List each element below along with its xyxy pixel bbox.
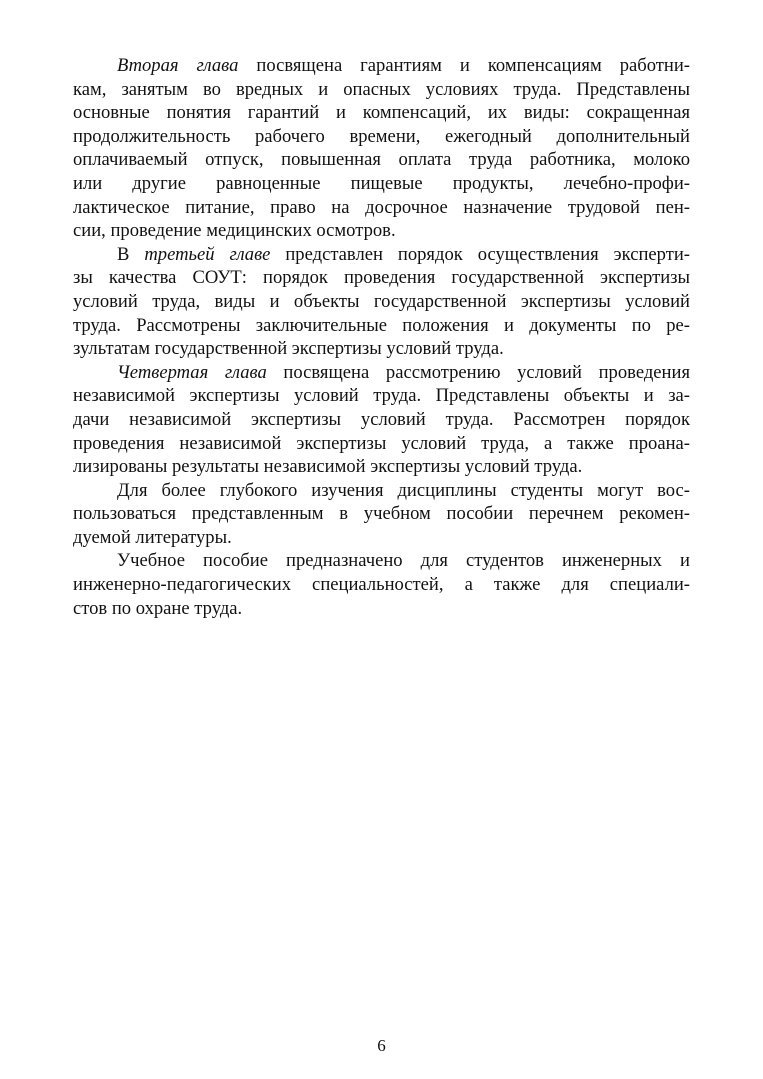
chapter-4-heading-italic: Четвертая глава xyxy=(117,361,267,383)
text-line: лизированы результаты независимой экспертизы условий труда. xyxy=(73,456,583,478)
paragraph-chapter-3 xyxy=(73,243,690,361)
text-line: лактическое питание, право на досрочное назначение трудовой пен- xyxy=(73,196,690,218)
page-number: 6 xyxy=(377,1036,386,1055)
text-line: зультатам государственной экспертизы условий труда. xyxy=(73,338,504,360)
text-line: Учебное пособие предназначено для студентов инженерных и xyxy=(117,550,690,572)
text-line: Четвертая глава посвящена рассмотрению условий проведения xyxy=(117,361,690,383)
text-line: оплачиваемый отпуск, повышенная оплата труда работника, молоко xyxy=(73,149,690,171)
text-line: Для более глубокого изучения дисциплины студенты могут вос- xyxy=(117,479,690,501)
text-line: дачи независимой экспертизы условий труда. Рассмотрен порядок xyxy=(73,408,690,430)
chapter-2-heading-italic: Вторая глава xyxy=(117,55,239,76)
text-line: труда. Рассмотрены заключительные положения и документы по ре- xyxy=(73,314,690,336)
paragraph-chapter-4 xyxy=(73,361,690,479)
text-line: условий труда, виды и объекты государственной экспертизы условий xyxy=(73,290,690,312)
chapter-3-heading-italic: третьей главе xyxy=(144,243,271,265)
text-line: независимой экспертизы условий труда. Представлены объекты и за- xyxy=(73,385,690,407)
paragraph-literature xyxy=(73,479,690,550)
document-body xyxy=(73,54,690,620)
text-line: кам, занятым во вредных и опасных условиях труда. Представлены xyxy=(73,78,690,100)
text-line: или другие равноценные пищевые продукты, лечебно-профи- xyxy=(73,172,690,194)
text-line: дуемой литературы. xyxy=(73,526,232,548)
text-line: инженерно-педагогических специальностей, а также для специали- xyxy=(73,574,690,596)
paragraph-chapter-2 xyxy=(73,54,690,243)
text-line: проведения независимой экспертизы условий труда, а также проана- xyxy=(73,432,690,454)
text-line: стов по охране труда. xyxy=(73,597,243,619)
text-line: продолжительность рабочего времени, ежегодный дополнительный xyxy=(73,125,690,147)
text-line: Вторая глава посвящена гарантиям и компенсациям работни- xyxy=(117,55,690,76)
paragraph-audience xyxy=(73,549,690,620)
text-line: пользоваться представленным в учебном пособии перечнем рекомен- xyxy=(73,503,690,525)
text-line: зы качества СОУТ: порядок проведения государственной экспертизы xyxy=(73,267,690,289)
text-line: В третьей главе представлен порядок осуществления эксперти- xyxy=(117,243,690,265)
text-line: основные понятия гарантий и компенсаций, их виды: сокращенная xyxy=(73,102,690,124)
text-line: сии, проведение медицинских осмотров. xyxy=(73,220,396,242)
